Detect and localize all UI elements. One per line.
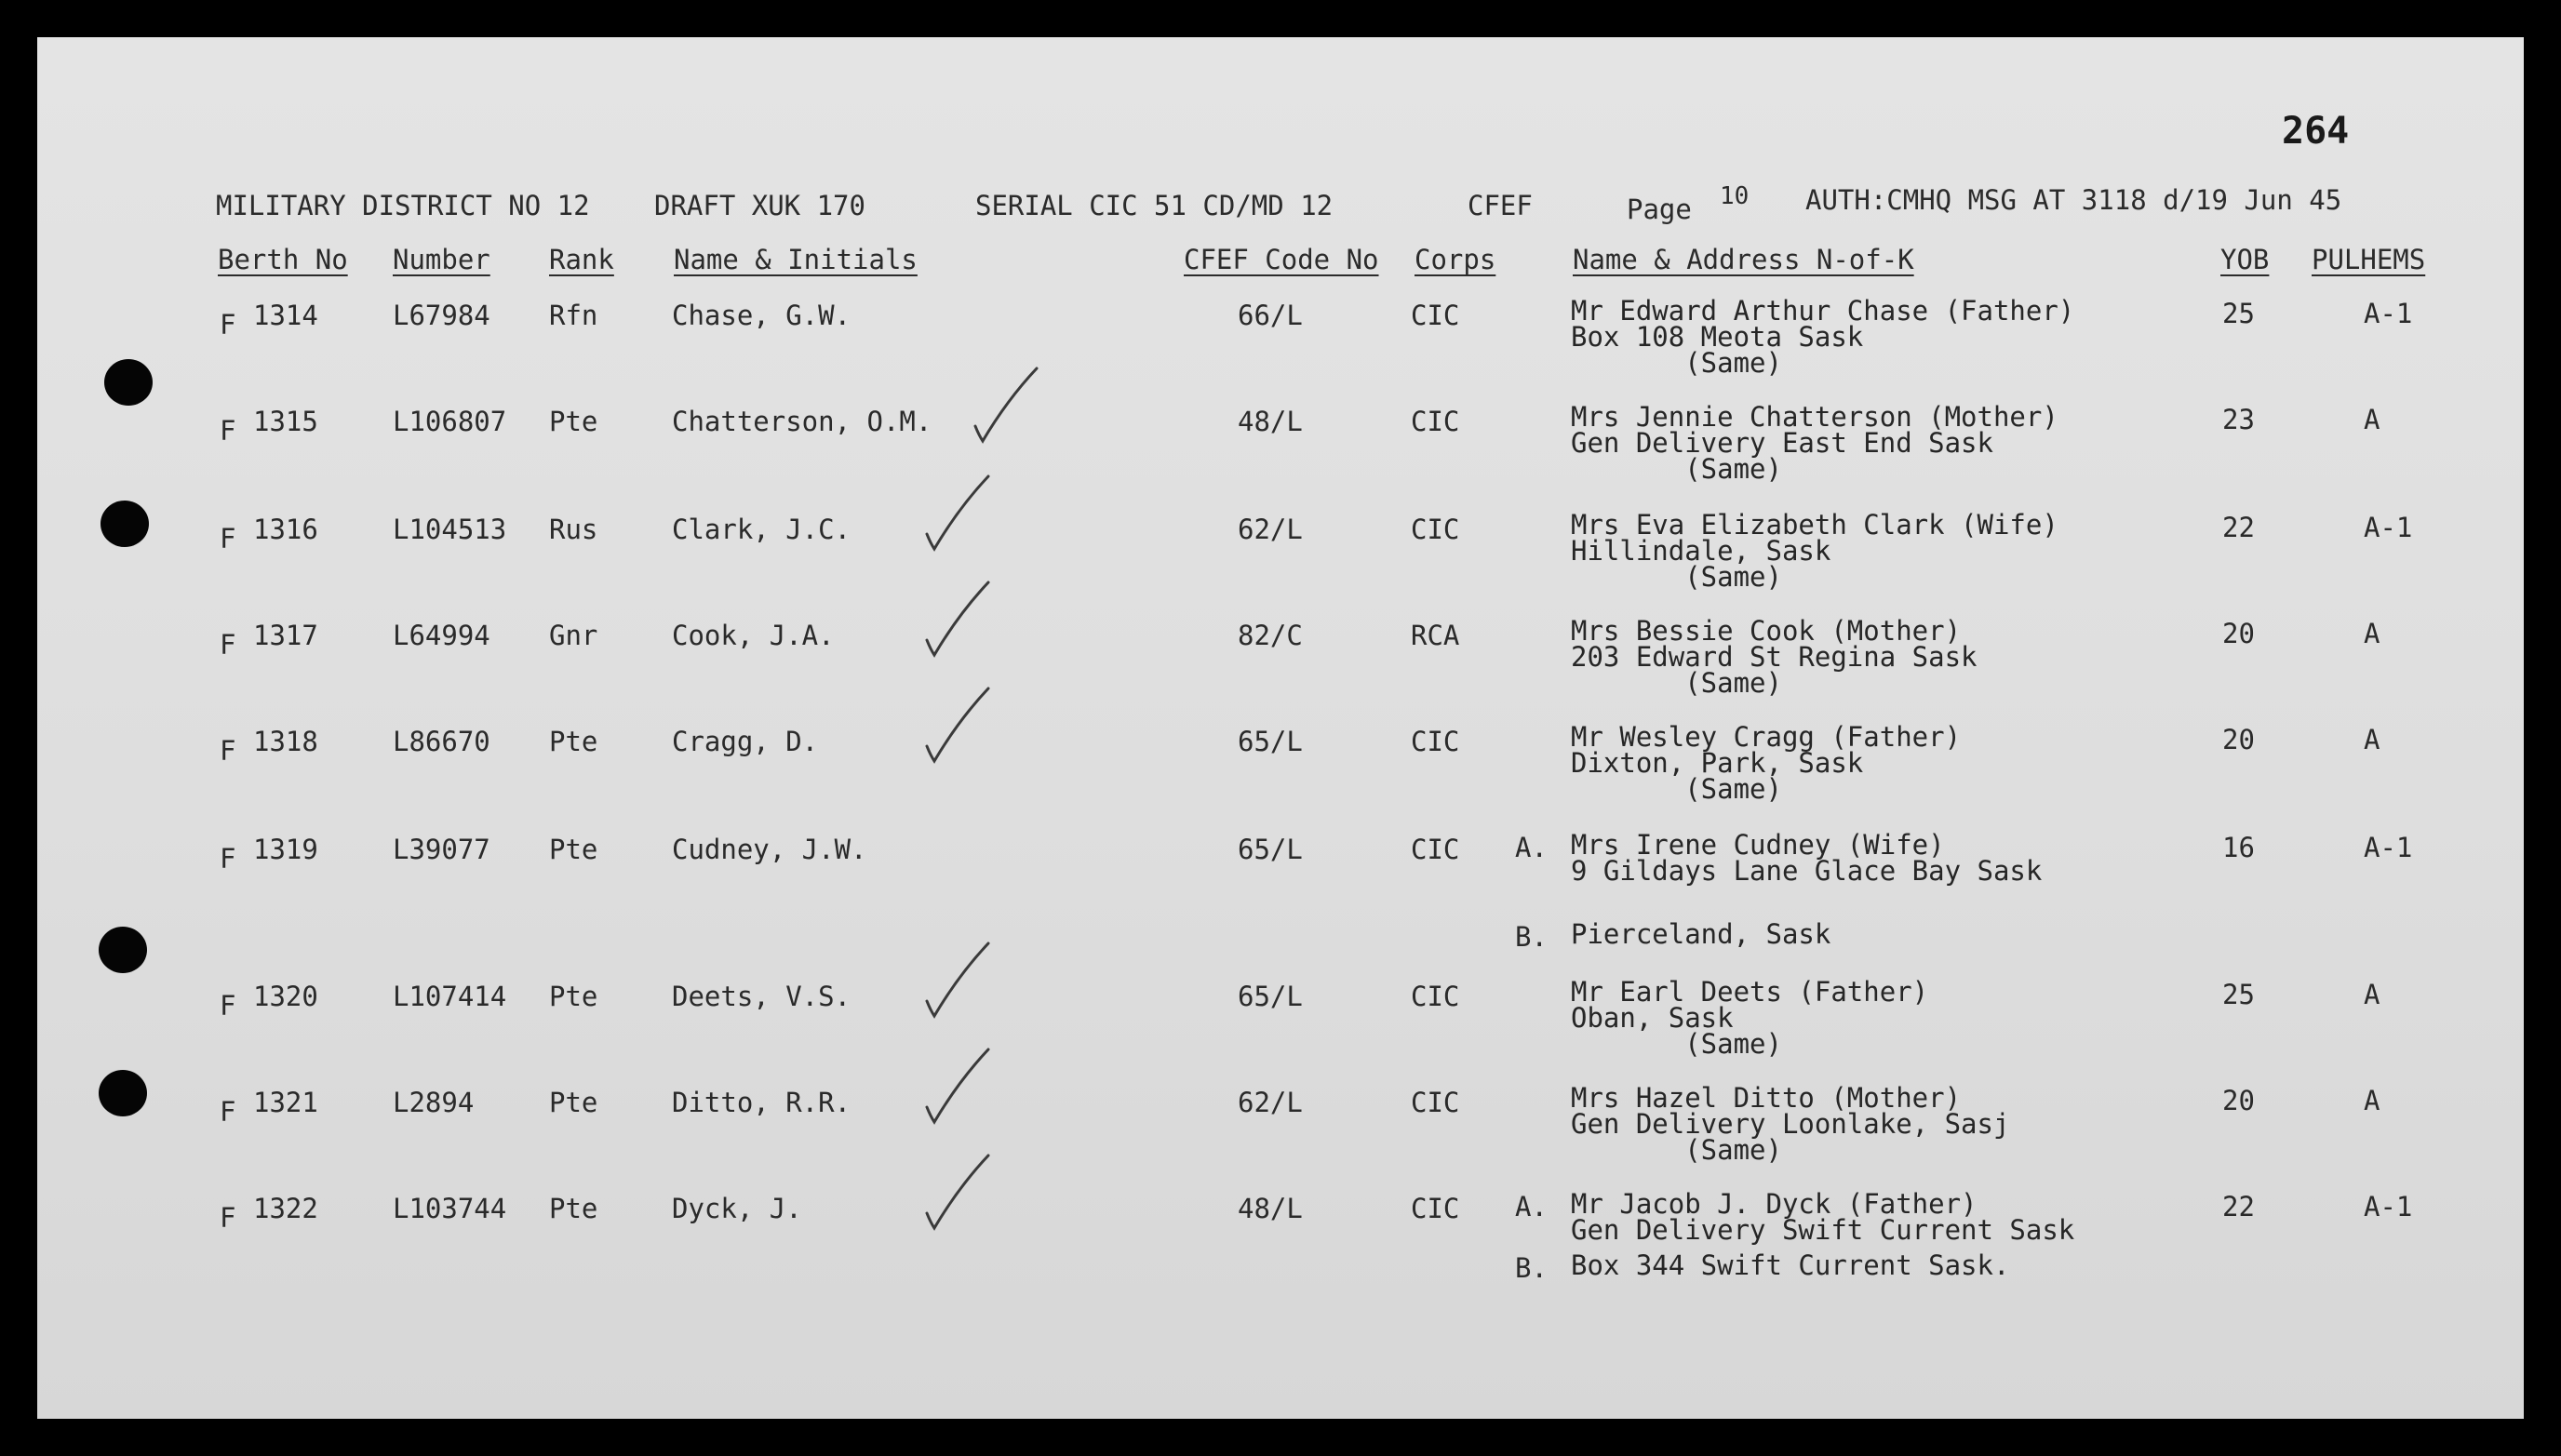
service-number: L67984 [393,300,490,331]
col-number: Number [393,244,490,275]
soldier-name: Deets, V.S. [672,981,851,1012]
year-of-birth: 20 [2222,724,2255,755]
corps: CIC [1411,300,1460,331]
berth-prefix: F [220,1202,236,1234]
soldier-name: Chatterson, O.M. [672,406,932,437]
corps: CIC [1411,406,1460,437]
corps: CIC [1411,981,1460,1012]
punch-hole [101,501,149,547]
option-b-marker: B. [1515,921,1548,953]
soldier-name: Cragg, D. [672,726,819,757]
berth-no: 1314 [253,300,318,331]
berth-no: 1315 [253,406,318,437]
col-rank: Rank [549,244,614,275]
pulhems: A-1 [2364,1191,2413,1222]
berth-no: 1322 [253,1193,318,1224]
cfef-header: CFEF [1468,190,1533,221]
next-of-kin: Mrs Eva Elizabeth Clark (Wife) Hillindale, Sask (Same) [1571,509,2058,593]
corps: CIC [1411,1087,1460,1118]
next-of-kin: Mrs Bessie Cook (Mother) 203 Edward St Regina Sask (Same) [1571,615,1978,699]
auth-header: AUTH:CMHQ MSG AT 3118 d/19 Jun 45 [1805,184,2342,216]
year-of-birth: 23 [2222,404,2255,435]
col-name: Name & Initials [674,244,918,275]
cfef-code: 65/L [1238,726,1303,757]
check-mark-icon [921,938,996,1022]
pulhems: A-1 [2364,512,2413,543]
col-code: CFEF Code No [1184,244,1379,275]
cfef-code: 82/C [1238,620,1303,651]
check-mark-icon [921,577,996,661]
soldier-name: Clark, J.C. [672,514,851,545]
col-corps: Corps [1415,244,1496,275]
year-of-birth: 16 [2222,832,2255,863]
berth-no: 1316 [253,514,318,545]
cfef-code: 62/L [1238,1087,1303,1118]
cfef-code: 66/L [1238,300,1303,331]
corps: RCA [1411,620,1460,651]
check-mark-icon [921,471,996,554]
service-number: L106807 [393,406,507,437]
year-of-birth: 22 [2222,1191,2255,1222]
service-number: L64994 [393,620,490,651]
pulhems: A [2364,979,2380,1010]
soldier-name: Ditto, R.R. [672,1087,851,1118]
next-of-kin: Mrs Irene Cudney (Wife) 9 Gildays Lane Glace Bay Sask [1571,829,2043,887]
district-header: MILITARY DISTRICT NO 12 [216,190,590,221]
col-berth: Berth No [218,244,348,275]
pulhems: A [2364,1085,2380,1116]
col-pulhems: PULHEMS [2312,244,2426,275]
soldier-name: Cook, J.A. [672,620,835,651]
pulhems: A [2364,618,2380,649]
next-of-kin: Mr Edward Arthur Chase (Father) Box 108 Meota Sask (Same) [1571,295,2075,379]
option-a-marker: A. [1515,832,1548,863]
soldier-name: Chase, G.W. [672,300,851,331]
berth-no: 1317 [253,620,318,651]
col-yob: YOB [2220,244,2270,275]
col-nok: Name & Address N-of-K [1573,244,1914,275]
check-mark-icon [921,683,996,767]
rank: Pte [549,726,598,757]
corps: CIC [1411,1193,1460,1224]
service-number: L104513 [393,514,507,545]
soldier-name: Dyck, J. [672,1193,802,1224]
berth-prefix: F [220,843,236,875]
berth-prefix: F [220,523,236,554]
rank: Pte [549,1087,598,1118]
check-mark-icon [970,363,1044,447]
page-label: Page [1627,194,1692,225]
serial-header: SERIAL CIC 51 CD/MD 12 [975,190,1334,221]
service-number: L2894 [393,1087,475,1118]
rank: Rus [549,514,598,545]
berth-prefix: F [220,990,236,1022]
berth-no: 1319 [253,834,318,865]
berth-prefix: F [220,1096,236,1128]
cfef-code: 62/L [1238,514,1303,545]
service-number: L39077 [393,834,490,865]
next-of-kin: Mr Jacob J. Dyck (Father) Gen Delivery Swift Current Sask [1571,1188,2075,1246]
service-number: L107414 [393,981,507,1012]
punch-hole [104,359,153,406]
rank: Pte [549,1193,598,1224]
service-number: L86670 [393,726,490,757]
pulhems: A [2364,404,2380,435]
berth-prefix: F [220,629,236,661]
pulhems: A-1 [2364,298,2413,329]
soldier-name: Cudney, J.W. [672,834,867,865]
rank: Pte [549,981,598,1012]
rank: Pte [549,406,598,437]
option-a-marker: A. [1515,1191,1548,1222]
year-of-birth: 25 [2222,298,2255,329]
pulhems: A [2364,724,2380,755]
cfef-code: 65/L [1238,981,1303,1012]
berth-prefix: F [220,735,236,767]
next-of-kin-alt: Box 344 Swift Current Sask. [1571,1249,2010,1281]
service-number: L103744 [393,1193,507,1224]
rank: Gnr [549,620,598,651]
berth-prefix: F [220,309,236,341]
corps: CIC [1411,726,1460,757]
page-value: 10 [1720,182,1750,210]
next-of-kin: Mrs Hazel Ditto (Mother) Gen Delivery Loonlake, Sasj (Same) [1571,1082,2010,1166]
rank: Pte [549,834,598,865]
rank: Rfn [549,300,598,331]
punch-hole [99,1070,147,1116]
next-of-kin-alt: Pierceland, Sask [1571,918,1831,950]
berth-no: 1321 [253,1087,318,1118]
berth-no: 1320 [253,981,318,1012]
berth-no: 1318 [253,726,318,757]
check-mark-icon [921,1044,996,1128]
berth-prefix: F [220,415,236,447]
corps: CIC [1411,834,1460,865]
pulhems: A-1 [2364,832,2413,863]
option-b-marker: B. [1515,1252,1548,1284]
check-mark-icon [921,1150,996,1234]
cfef-code: 65/L [1238,834,1303,865]
punch-hole [99,927,147,973]
draft-header: DRAFT XUK 170 [654,190,865,221]
next-of-kin: Mrs Jennie Chatterson (Mother) Gen Delivery East End Sask (Same) [1571,401,2058,485]
page-number: 264 [2282,110,2350,153]
year-of-birth: 20 [2222,1085,2255,1116]
year-of-birth: 20 [2222,618,2255,649]
year-of-birth: 25 [2222,979,2255,1010]
corps: CIC [1411,514,1460,545]
next-of-kin: Mr Wesley Cragg (Father) Dixton, Park, Sask (Same) [1571,721,1962,805]
cfef-code: 48/L [1238,406,1303,437]
next-of-kin: Mr Earl Deets (Father) Oban, Sask (Same) [1571,976,1929,1060]
year-of-birth: 22 [2222,512,2255,543]
cfef-code: 48/L [1238,1193,1303,1224]
